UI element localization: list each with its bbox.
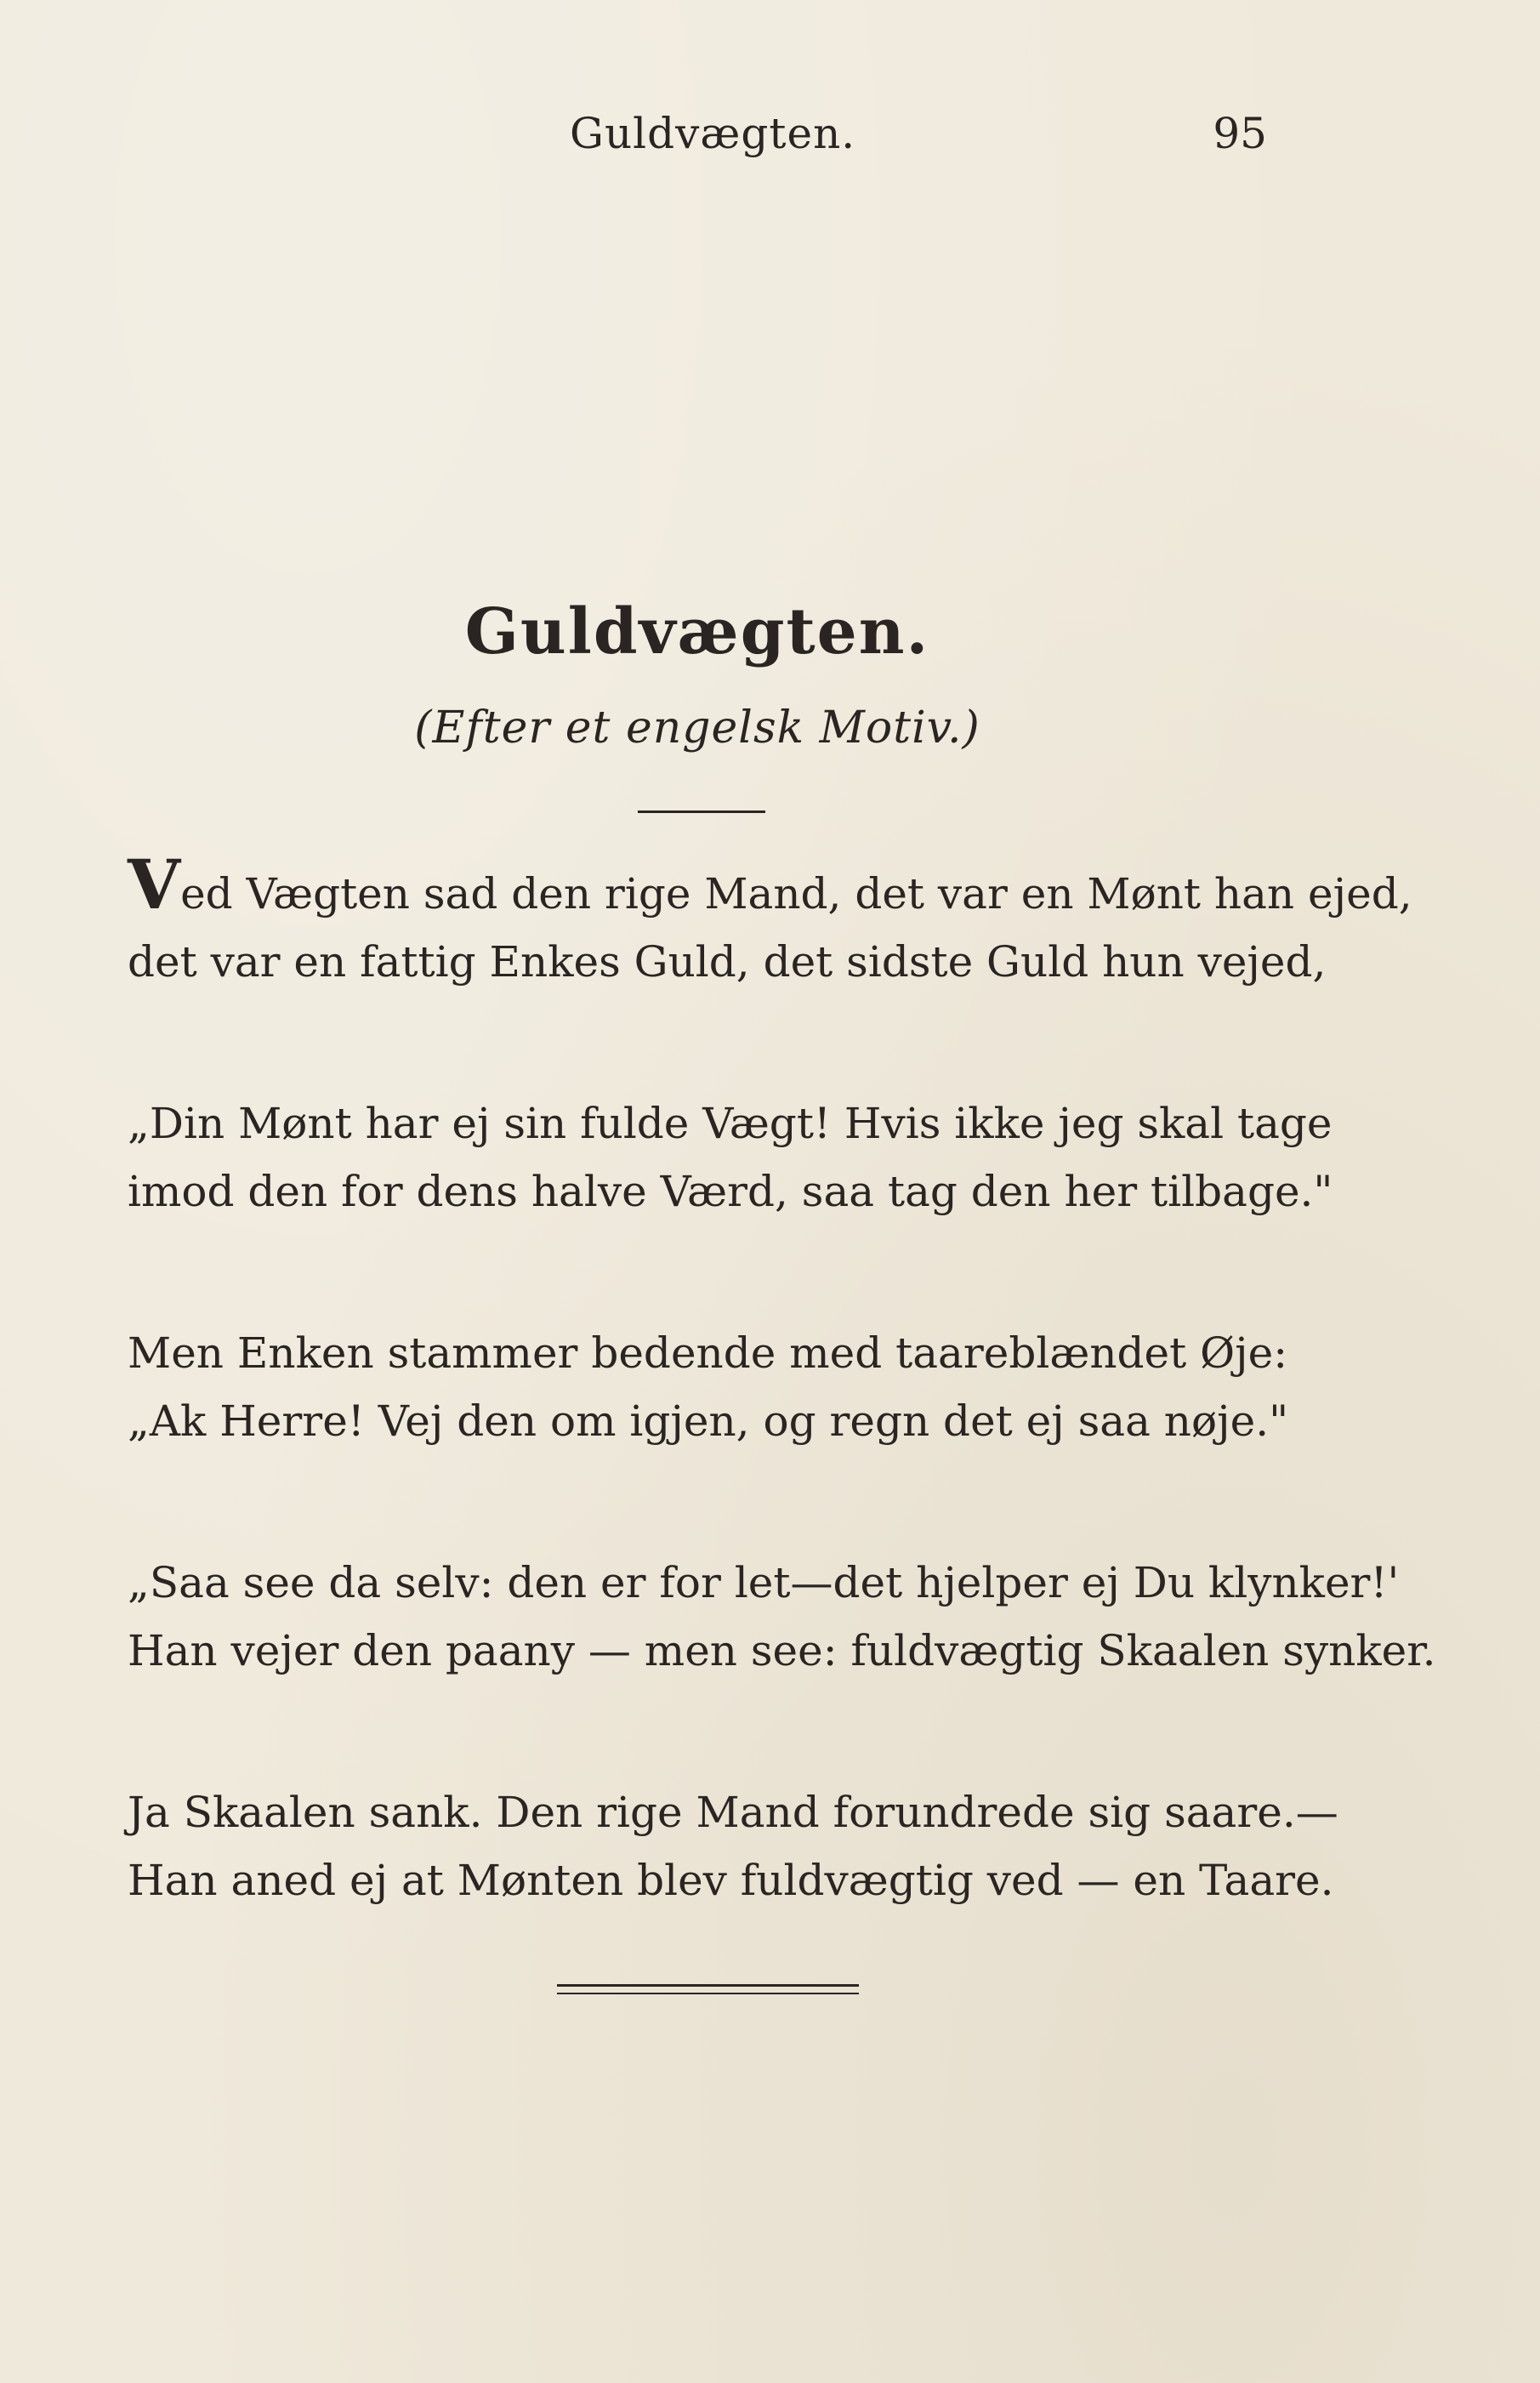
poem-line: „Saa see da selv: den er for let—det hjelper ej Du klynker!' xyxy=(128,1558,1400,1607)
stanza-3 xyxy=(128,1319,1293,1455)
page-number: 95 xyxy=(1213,109,1267,158)
poem-subtitle: (Efter et engelsk Motiv.) xyxy=(414,702,980,754)
poem-line: „Din Mønt har ej sin fulde Vægt! Hvis ikke jeg skal tage xyxy=(128,1099,1333,1148)
end-rule-bottom xyxy=(557,1993,859,1994)
title-divider xyxy=(638,810,765,813)
poem-line xyxy=(128,845,1412,928)
stanza-1 xyxy=(128,845,1412,996)
running-title: Guldvægten. xyxy=(570,109,856,158)
poem-line: Han vejer den paany — men see: fuldvægtig Skaalen synker. xyxy=(128,1626,1436,1675)
poem-line: Men Enken stammer bedende med taareblændet Øje: xyxy=(128,1328,1288,1378)
poem-line: Ja Skaalen sank. Den rige Mand forundrede sig saare.— xyxy=(128,1788,1338,1837)
poem-title: Guldvægten. xyxy=(464,595,930,668)
running-head xyxy=(128,109,1267,168)
stanza-2 xyxy=(128,1089,1333,1226)
stanza-5 xyxy=(128,1778,1338,1914)
poem-line: „Ak Herre! Vej den om igjen, og regn det ej saa nøje." xyxy=(128,1396,1289,1446)
poem-line-text: ed Vægten sad den rige Mand, det var en Mønt han ejed, xyxy=(180,869,1412,919)
poem-line: det var en fattig Enkes Guld, det sidste Guld hun vejed, xyxy=(128,937,1327,987)
stanza-4 xyxy=(128,1549,1436,1685)
end-rule-top xyxy=(557,1984,859,1987)
poem-line: Han aned ej at Mønten blev fuldvægtig ved — en Taare. xyxy=(128,1856,1334,1905)
poem-body xyxy=(128,845,1436,2008)
poem-line: imod den for dens halve Værd, saa tag den her tilbage." xyxy=(128,1167,1333,1216)
drop-cap: V xyxy=(128,845,181,924)
